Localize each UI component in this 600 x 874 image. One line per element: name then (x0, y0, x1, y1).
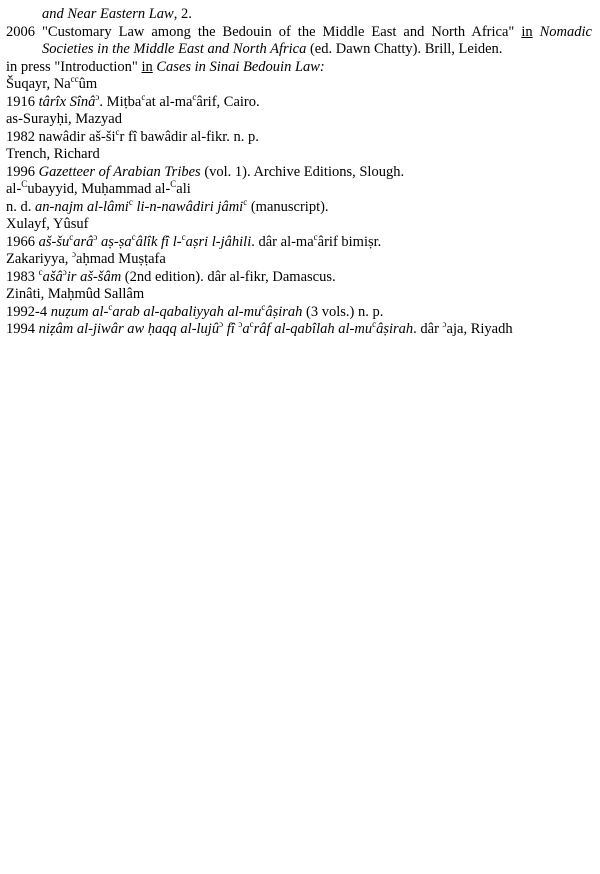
bib-entry-1982: 1982 nawâdir $aš-ši^cr$ fî bawâdir al-fikr. n. p. (6, 126, 259, 145)
author-trench: Trench, Richard (6, 146, 100, 162)
bib-entry-1996: 1996 Gazetteer of Arabian Tribes (vol. 1). Archive Editions, Slough. (6, 163, 405, 180)
work-title: Gazetteer of Arabian Tribes (38, 163, 201, 180)
bib-entry-1983: 1983 $^c$ašâ$^ɔ$ir aš-šâm (2nd edition). dâr al-fikr, Damascus. (6, 266, 336, 285)
work-title: Nomadic Societies in the Middle East and North Africa (42, 23, 592, 57)
author-zinati: Zinâti, Maḥmûd Sallâm (6, 286, 145, 302)
bib-entry-in-press: in press "Introduction" in Cases in Sinai Bedouin Law: (6, 58, 325, 75)
bib-line-continuation: and Near Eastern Law, 2. (42, 6, 192, 22)
bib-entry-2006: 2006 "Customary Law among the Bedouin of the Middle East and North Africa" in Nomadic Societies in the Middle East and North Africa (ed. Dawn Chatty). Brill, Leiden. (6, 23, 592, 57)
author-surayhi: as-Surayḥi, Mazyad (6, 111, 122, 127)
bib-entry-1994: 1994 niẓâm al-jiwâr aw ḥaqq al-lujû$^ɔ$ fî $^ɔa^crâf$ al-qabîlah $al-mu^câṣirah$. dâr $^ɔ$aja, Riyadh (6, 319, 513, 337)
author-suqayr: Šuqayr, $Na^{cc}ûm$ (6, 74, 98, 92)
bib-entry-1992: 1992-4 nuẓum al-$^c$arab al-qabaliyyah $al-mu^câṣirah$ (3 vols.) n. p. (6, 301, 384, 320)
author-xulayf: Xulayf, Yûsuf (6, 216, 89, 232)
bib-entry-1966: 1966 $aš-šu^carâ^ɔ$ aṣ-ṣa$^c$âlîk fî l-$^c$aṣri l-jâhili. dâr $al-ma^cârif$ bimiṣr. (6, 231, 382, 250)
work-title: and Near Eastern Law (42, 6, 174, 22)
work-title: Cases in Sinai Bedouin Law: (152, 58, 325, 75)
author-zakariyya: Zakariyya, $^ɔ$aḥmad Muṣṭafa (6, 249, 166, 267)
bibliography-page (0, 0, 600, 339)
bib-entry-1916: 1916 târîx Sînâ$^ɔ$. Miṭba$^c$at $al-ma^cârif$, Cairo. (6, 91, 260, 110)
author-ubayyid: al-$^C$ubayyid, Muḥammad al-$^C$ali (6, 179, 191, 197)
bib-entry-nd: n. d. an-najm al-lâmi$^c$ li-n-nawâdiri jâmi$^c$ (manuscript). (6, 196, 329, 215)
